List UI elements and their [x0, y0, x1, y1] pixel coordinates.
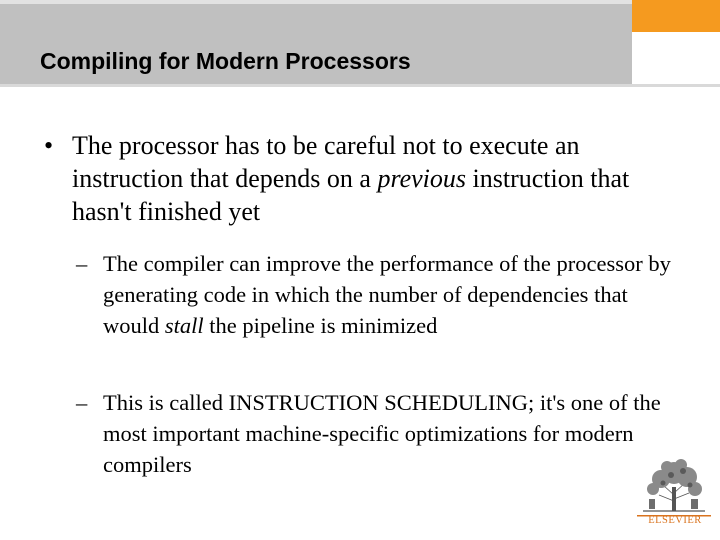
bullet-1-part-1: The processor has to be careful not to execute an instruction that depends on a — [72, 131, 580, 193]
title-bar-highlight — [0, 0, 632, 4]
title-divider — [0, 84, 720, 87]
sub-bullet-2-text: This is called INSTRUCTION SCHEDULING; it's one of the most important machine-specific optimizations for modern compilers — [103, 390, 661, 477]
sub-bullet-1-part-2: the pipeline is minimized — [203, 313, 438, 338]
sub-bullet-1-italic: stall — [164, 313, 204, 338]
orange-accent-bar — [632, 0, 720, 32]
bullet-1-italic: previous — [377, 164, 467, 193]
slide-title: Compiling for Modern Processors — [40, 48, 411, 74]
bullet-1-part-2: instruction that hasn't finished yet — [72, 164, 630, 226]
bullet-1-text — [72, 129, 672, 228]
dash-icon: – — [76, 390, 88, 415]
bullet-icon: • — [44, 131, 54, 160]
sub-bullet-1-text — [103, 248, 683, 341]
dash-icon: – — [76, 251, 88, 276]
sub-bullet-1-part-1: The compiler can improve the performance of the processor by generating code in which the number of dependencies that would — [103, 251, 671, 338]
elsevier-wordmark: ELSEVIER — [648, 515, 702, 526]
